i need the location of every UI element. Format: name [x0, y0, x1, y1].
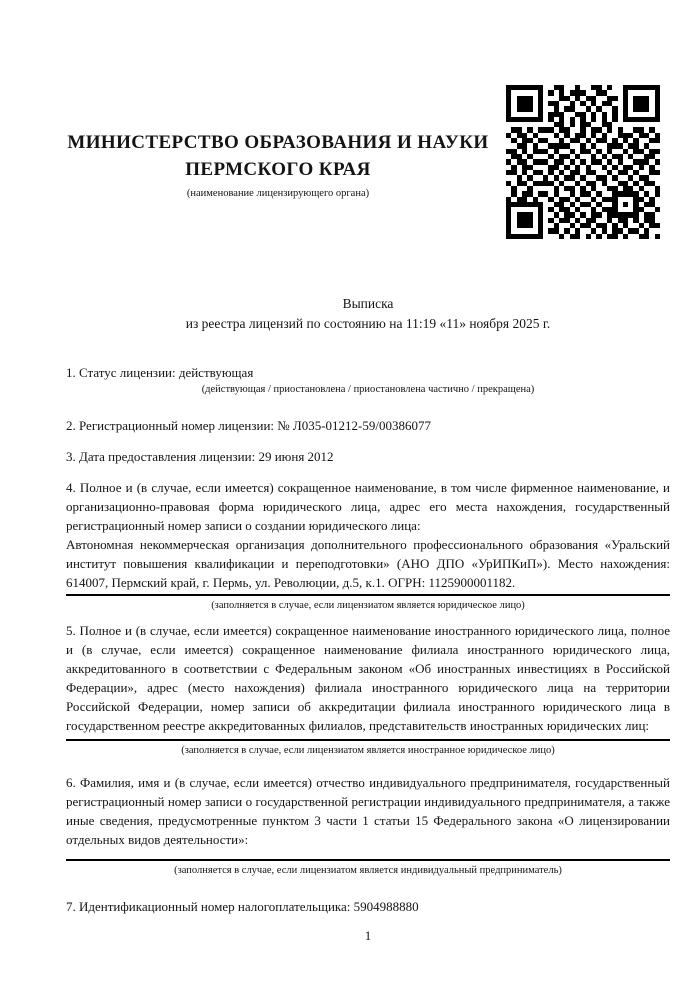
document-subtitle: из реестра лицензий по состоянию на 11:19 «11» ноября 2025 г.	[185, 316, 551, 331]
qr-code	[506, 85, 660, 239]
legal-entity-caption: (заполняется в случае, если лицензиатом является юридическое лицо)	[211, 600, 525, 611]
foreign-entity-caption: (заполняется в случае, если лицензиатом является иностранное юридическое лицо)	[181, 745, 555, 756]
taxpayer-number-text: 7. Идентификационный номер налогоплательщика: 5904988880	[66, 899, 419, 914]
ministry-header	[66, 129, 490, 201]
item-registration-number	[66, 416, 670, 435]
license-status-text: 1. Статус лицензии: действующая	[66, 365, 254, 380]
foreign-entity-prompt: 5. Полное и (в случае, если имеется) сокращенное наименование иностранного юридического лица, полное и (в случае, если имеется) сокращенное наименование филиала иностранного юридического лица, аккредитованного в соответствии с Федеральным законом «Об иностранных инвестициях в Российской Федерации», адрес (место нахождения) филиала иностранного юридического лица на территории Российской Федерации, номер записи об аккредитации филиала иностранного юридического лица в государственном реестре аккредитованных филиалов, представительств иностранных юридических лиц:	[66, 623, 670, 733]
field-divider	[66, 594, 670, 596]
legal-entity-prompt: 4. Полное и (в случае, если имеется) сокращенное наименование, в том числе фирменное наименование, и организационно-правовая форма юридического лица, адрес его места нахождения, государственный регистрационный номер записи о создании юридического лица:	[66, 480, 670, 533]
registration-number-text: 2. Регистрационный номер лицензии: № Л035-01212-59/00386077	[66, 418, 432, 433]
page-number: 1	[364, 928, 372, 943]
individual-entrepreneur-prompt: 6. Фамилия, имя и (в случае, если имеется) отчество индивидуального предпринимателя, государственный регистрационный номер записи о государственной регистрации индивидуального предпринимателя, а также иные сведения, предусмотренные пунктом 3 части 1 статьи 15 Федерального закона «О лицензировании отдельных видов деятельности»:	[66, 775, 670, 847]
field-divider	[66, 859, 670, 861]
item-license-date	[66, 447, 670, 466]
field-divider	[66, 739, 670, 741]
legal-entity-value: Автономная некоммерческая организация дополнительного профессионального образования «Уральский институт повышения квалификации и переподготовки» (АНО ДПО «УрИПКиП»). Место нахождения: 614007, Пермский край, г. Пермь, ул. Революции, д.5, к.1. ОГРН: 1125900001182.	[66, 537, 670, 590]
document-title: Выписка	[342, 296, 394, 311]
ministry-caption: (наименование лицензирующего органа)	[186, 188, 370, 199]
document-title-block	[66, 294, 670, 334]
license-status-options: (действующая / приостановлена / приостановлена частично / прекращена)	[201, 384, 535, 395]
license-date-text: 3. Дата предоставления лицензии: 29 июня 2012	[66, 449, 334, 464]
ministry-name-line1: МИНИСТЕРСТВО ОБРАЗОВАНИЯ И НАУКИ	[67, 132, 489, 153]
item-foreign-entity	[66, 621, 670, 758]
item-license-status	[66, 363, 670, 397]
individual-entrepreneur-caption: (заполняется в случае, если лицензиатом является индивидуальный предприниматель)	[174, 865, 562, 876]
item-individual-entrepreneur	[66, 773, 670, 878]
ministry-name-line2: ПЕРМСКОГО КРАЯ	[185, 159, 371, 180]
item-taxpayer-number	[66, 897, 670, 916]
item-legal-entity	[66, 478, 670, 613]
